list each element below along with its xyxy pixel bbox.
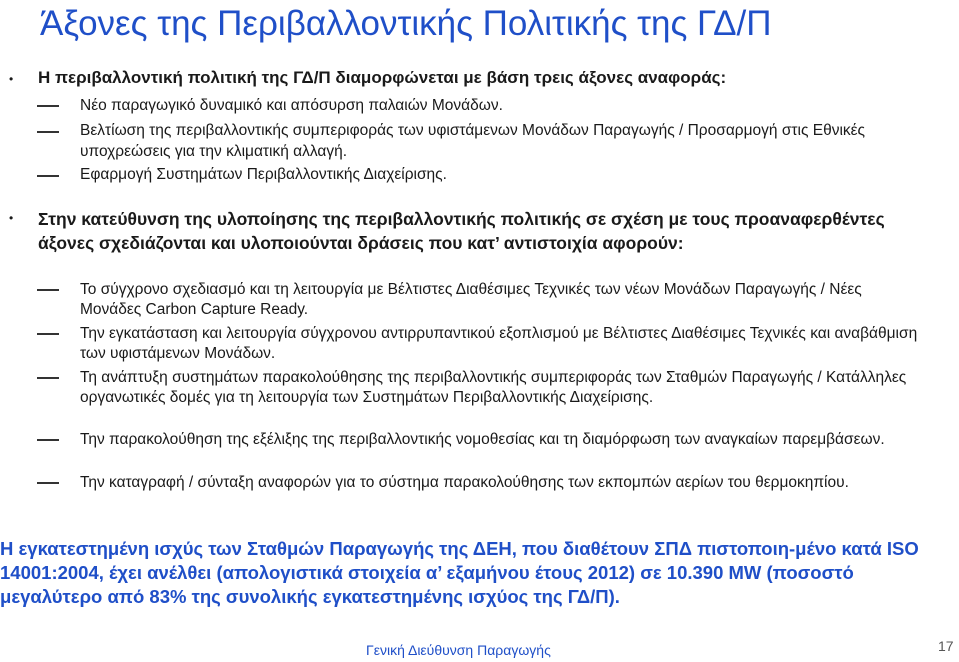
bullet-marker: • — [9, 72, 14, 86]
dash-marker — [37, 439, 59, 441]
section2-item: Την παρακολούθηση της εξέλιξης της περιβαλλοντικής νομοθεσίας και τη διαμόρφωση των αναγκαίων παρεμβάσεων. — [80, 431, 885, 448]
section2-heading: Στην κατεύθυνση της υλοποίησης της περιβαλλοντικής πολιτικής σε σχέση με τους προαναφερθέντες άξονες σχεδιάζονται και υλοποιούνται δράσεις που κατ’ αντιστοιχία αφορούν: — [38, 209, 885, 253]
section1-heading: Η περιβαλλοντική πολιτική της ΓΔ/Π διαμορφώνεται με βάση τρεις άξονες αναφοράς: — [38, 68, 727, 87]
section1-item: Νέο παραγωγικό δυναμικό και απόσυρση παλαιών Μονάδων. — [80, 97, 503, 114]
section1-item: Εφαρμογή Συστημάτων Περιβαλλοντικής Διαχείρισης. — [80, 166, 447, 183]
dash-marker — [37, 105, 59, 107]
slide-title: Άξονες της Περιβαλλοντικής Πολιτικής της ΓΔ/Π — [40, 4, 772, 43]
dash-marker — [37, 289, 59, 291]
section2-item: Την εγκατάσταση και λειτουργία σύγχρονου αντιρρυπαντικού εξοπλισμού με Βέλτιστες Διαθέσιμες Τεχνικές και αναβάθμιση των υφιστάμενων Μονάδων. — [80, 325, 918, 362]
bullet-marker: • — [9, 211, 14, 225]
dash-marker — [37, 131, 59, 133]
page-number: 17 — [938, 638, 954, 654]
section1-item: Βελτίωση της περιβαλλοντικής συμπεριφοράς των υφιστάμενων Μονάδων Παραγωγής / Προσαρμογή στις Εθνικές υποχρεώσεις για την κλιματική αλλαγή. — [80, 122, 866, 160]
dash-marker — [37, 333, 59, 335]
footer-text: Γενική Διεύθυνση Παραγωγής — [366, 642, 551, 658]
dash-marker — [37, 377, 59, 379]
summary-text: Η εγκατεστημένη ισχύς των Σταθμών Παραγωγής της ΔΕΗ, που διαθέτουν ΣΠΔ πιστοποιη-μένο κατά ISO 14001:2004, έχει ανέλθει (απολογιστικά στοιχεία α’ εξαμήνου έτους 2012) σε 10.390 MW (ποσοστό μεγαλύτερο από 83% της συνολικής εγκατεστημένης ισχύος της ΓΔ/Π). — [0, 538, 919, 607]
section2-item: Τη ανάπτυξη συστημάτων παρακολούθησης της περιβαλλοντικής συμπεριφοράς των Σταθμών Παραγωγής / Κατάλληλες οργανωτικές δομές για τη λειτουργία των Συστημάτων Περιβαλλοντικής Διαχείρισης. — [80, 369, 907, 406]
section2-item: Το σύγχρονο σχεδιασμό και τη λειτουργία με Βέλτιστες Διαθέσιμες Τεχνικές των νέων Μονάδων Παραγωγής / Νέες Μονάδες Carbon Capture Ready. — [80, 281, 862, 318]
dash-marker — [37, 482, 59, 484]
section2-item: Την καταγραφή / σύνταξη αναφορών για το σύστημα παρακολούθησης των εκπομπών αερίων του θερμοκηπίου. — [80, 474, 849, 491]
dash-marker — [37, 175, 59, 177]
